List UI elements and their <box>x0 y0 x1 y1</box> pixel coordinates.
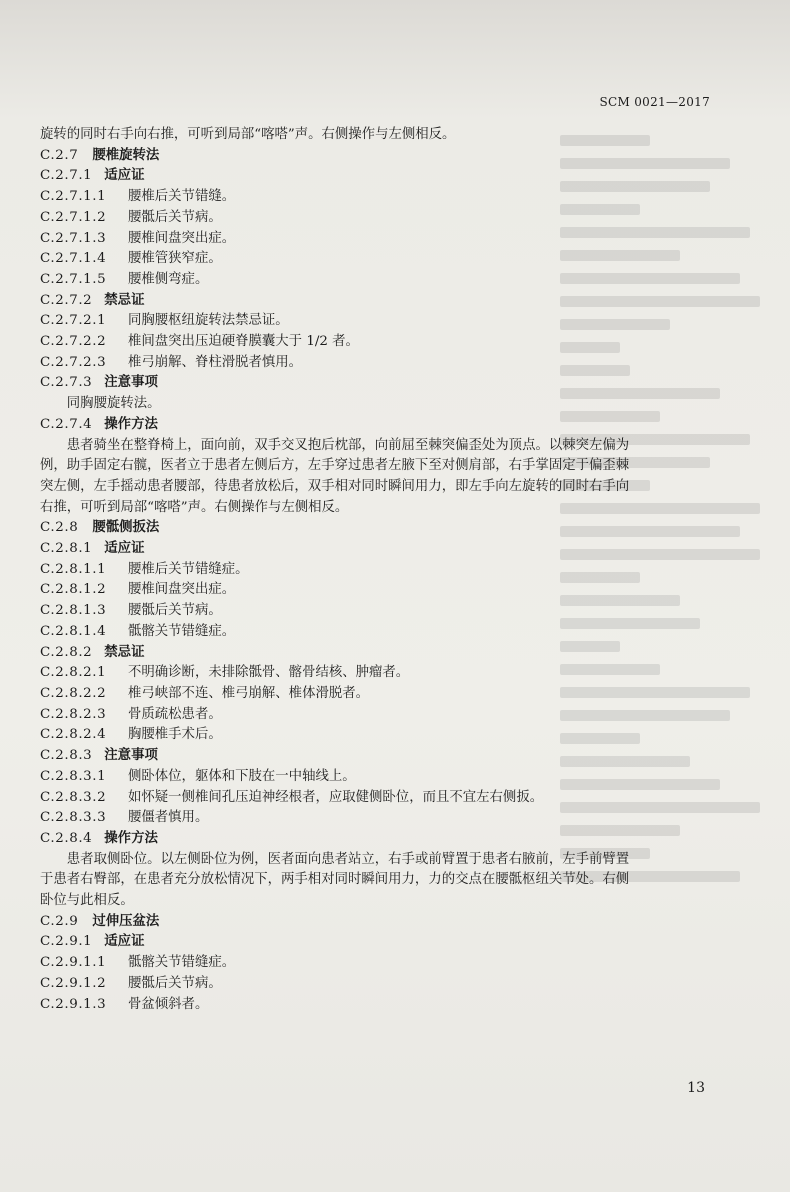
clause-item <box>40 767 730 788</box>
clause-number: C.2.8.3.2 <box>40 789 107 805</box>
clause-number: C.2.7.1.5 <box>40 271 107 287</box>
clause-number: C.2.7.2.3 <box>40 354 107 370</box>
subsection-heading <box>40 932 730 953</box>
clause-number: C.2.9 <box>40 913 79 929</box>
clause-text: 骨盆倾斜者。 <box>128 996 209 1012</box>
subsection-heading <box>40 643 730 664</box>
clause-item <box>40 705 730 726</box>
clause-text: 骨质疏松患者。 <box>128 706 222 722</box>
clause-item <box>40 580 730 601</box>
clause-number: C.2.8.2.2 <box>40 685 107 701</box>
clause-number: C.2.8.1.1 <box>40 561 107 577</box>
clause-text: 腰椎间盘突出症。 <box>128 230 236 246</box>
clause-text: 如怀疑一侧椎间孔压迫神经根者，应取健侧卧位，而且不宜左右侧扳。 <box>128 789 544 805</box>
clause-text: 骶髂关节错缝症。 <box>128 623 236 639</box>
clause-number: C.2.8.2.1 <box>40 665 107 681</box>
clause-number: C.2.7 <box>40 147 79 163</box>
clause-number: C.2.8.1 <box>40 541 93 557</box>
paragraph-line: 于患者右臀部，在患者充分放松情况下，两手相对同时瞬间用力，力的交点在腰骶枢纽关节处。右侧 <box>40 872 630 888</box>
clause-item <box>40 788 730 809</box>
heading-title: 禁忌证 <box>104 644 145 660</box>
paragraph-line: 患者骑坐在整脊椅上，面向前，双手交叉抱后枕部，向前屈至棘突偏歪处为顶点。以棘突左偏为 <box>66 437 630 453</box>
clause-number: C.2.8.1.3 <box>40 603 107 619</box>
clause-number: C.2.8.2.3 <box>40 706 107 722</box>
clause-text: 侧卧体位，躯体和下肢在一中轴线上。 <box>128 768 356 784</box>
clause-text: 腰椎管狭窄症。 <box>128 251 222 267</box>
clause-number: C.2.7.1.1 <box>40 189 107 205</box>
heading-title: 禁忌证 <box>104 292 145 308</box>
clause-item <box>40 229 730 250</box>
clause-text: 同胸腰枢纽旋转法禁忌证。 <box>128 313 289 329</box>
heading-title: 适应证 <box>104 168 145 184</box>
clause-text: 腰骶后关节病。 <box>128 209 222 225</box>
standard-number-header: SCM 0021—2017 <box>599 95 710 109</box>
subsection-heading <box>40 746 730 767</box>
paragraph-line: 例，助手固定右髋，医者立于患者左侧后方，左手穿过患者左腋下至对侧肩部，右手掌固定于偏歪棘 <box>40 458 630 474</box>
paragraph-line: 右推，可听到局部“喀嗒”声。右侧操作与左侧相反。 <box>40 499 349 515</box>
clause-number: C.2.7.1.4 <box>40 251 107 267</box>
clause-text: 腰骶后关节病。 <box>128 603 222 619</box>
clause-number: C.2.7.4 <box>40 416 93 432</box>
document-body <box>40 125 730 1015</box>
clause-item <box>40 560 730 581</box>
clause-number: C.2.7.2.1 <box>40 313 107 329</box>
clause-item <box>40 808 730 829</box>
clause-number: C.2.7.1.2 <box>40 209 107 225</box>
heading-title: 操作方法 <box>104 830 158 846</box>
clause-item <box>40 601 730 622</box>
heading-title: 操作方法 <box>104 416 158 432</box>
clause-number: C.2.8.3 <box>40 748 93 764</box>
clause-text: 不明确诊断，未排除骶骨、髂骨结核、肿瘤者。 <box>128 665 410 681</box>
section-heading <box>40 518 730 539</box>
clause-number: C.2.8.1.4 <box>40 623 107 639</box>
clause-number: C.2.8.2 <box>40 644 93 660</box>
heading-title: 腰椎旋转法 <box>92 147 160 163</box>
clause-text: 腰骶后关节病。 <box>128 975 222 991</box>
paragraph-line: 突左侧，左手摇动患者腰部，待患者放松后，双手相对同时瞬间用力，即左手向左旋转的同时右手向 <box>40 478 630 494</box>
heading-title: 适应证 <box>104 541 145 557</box>
subsection-heading <box>40 166 730 187</box>
clause-item <box>40 208 730 229</box>
page-number: 13 <box>687 1080 705 1096</box>
clause-text: 腰椎间盘突出症。 <box>128 582 236 598</box>
clause-item <box>40 995 730 1016</box>
clause-text: 骶髂关节错缝症。 <box>128 955 236 971</box>
heading-title: 适应证 <box>104 934 145 950</box>
clause-number: C.2.7.1.3 <box>40 230 107 246</box>
clause-number: C.2.9.1 <box>40 934 93 950</box>
subsection-heading <box>40 539 730 560</box>
clause-number: C.2.8 <box>40 520 79 536</box>
heading-title: 过伸压盆法 <box>92 913 160 929</box>
subsection-heading <box>40 829 730 850</box>
clause-item <box>40 270 730 291</box>
clause-number: C.2.9.1.1 <box>40 955 107 971</box>
clause-item <box>40 953 730 974</box>
section-heading <box>40 146 730 167</box>
clause-text: 腰椎后关节错缝症。 <box>128 561 249 577</box>
paragraph-line: 卧位与此相反。 <box>40 893 134 909</box>
subsection-heading <box>40 415 730 436</box>
clause-text: 腰椎后关节错缝。 <box>128 189 236 205</box>
clause-item <box>40 974 730 995</box>
clause-number: C.2.8.1.2 <box>40 582 107 598</box>
clause-text: 椎弓崩解、脊柱滑脱者慎用。 <box>128 354 303 370</box>
clause-item <box>40 311 730 332</box>
heading-title: 注意事项 <box>104 375 158 391</box>
clause-number: C.2.8.3.1 <box>40 768 107 784</box>
clause-text: 腰椎侧弯症。 <box>128 271 209 287</box>
clause-number: C.2.9.1.2 <box>40 975 107 991</box>
clause-number: C.2.8.2.4 <box>40 727 107 743</box>
clause-number: C.2.7.1 <box>40 168 93 184</box>
subsection-heading <box>40 373 730 394</box>
clause-item <box>40 663 730 684</box>
clause-number: C.2.7.2.2 <box>40 334 107 350</box>
clause-text: 椎弓峡部不连、椎弓崩解、椎体滑脱者。 <box>128 685 370 701</box>
clause-text: 椎间盘突出压迫硬脊膜囊大于 1/2 者。 <box>128 334 359 350</box>
clause-number: C.2.8.3.3 <box>40 810 107 826</box>
subsection-heading <box>40 291 730 312</box>
clause-item <box>40 249 730 270</box>
clause-text: 腰僵者慎用。 <box>128 810 209 826</box>
paragraph-line: 旋转的同时右手向右推，可听到局部“喀嗒”声。右侧操作与左侧相反。 <box>40 127 456 142</box>
clause-item <box>40 725 730 746</box>
heading-title: 注意事项 <box>104 748 158 764</box>
clause-number: C.2.7.2 <box>40 292 93 308</box>
paragraph-line: 患者取侧卧位。以左侧卧位为例，医者面向患者站立，右手或前臂置于患者右腋前，左手前臂置 <box>66 851 630 867</box>
clause-item <box>40 353 730 374</box>
paragraph-line: 同胸腰旋转法。 <box>66 396 161 412</box>
heading-title: 腰骶侧扳法 <box>92 520 160 536</box>
section-heading <box>40 912 730 933</box>
clause-item <box>40 332 730 353</box>
clause-number: C.2.7.3 <box>40 375 93 391</box>
clause-text: 胸腰椎手术后。 <box>128 727 222 743</box>
clause-item <box>40 622 730 643</box>
clause-item <box>40 684 730 705</box>
clause-number: C.2.9.1.3 <box>40 996 107 1012</box>
clause-item <box>40 187 730 208</box>
clause-number: C.2.8.4 <box>40 830 93 846</box>
